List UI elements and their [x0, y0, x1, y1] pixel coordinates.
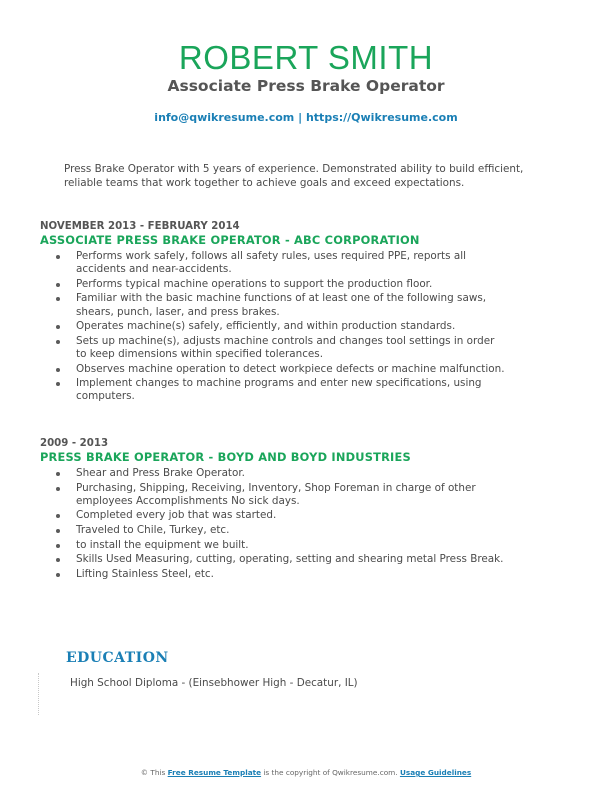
candidate-name: ROBERT SMITH — [178, 39, 434, 76]
bullet-item: Traveled to Chile, Turkey, etc. — [76, 524, 506, 537]
education-divider — [38, 673, 40, 715]
bullet-item: Lifting Stainless Steel, etc. — [76, 568, 506, 581]
bullet-item: Implement changes to machine programs and enter new specifications, using computers. — [76, 377, 506, 403]
bullet-item: Skills Used Measuring, cutting, operating, setting and shearing metal Press Break. — [76, 553, 506, 566]
contact-separator: | — [294, 111, 306, 124]
bullet-item: to install the equipment we built. — [76, 539, 506, 552]
email-link[interactable]: info@qwikresume.com — [154, 111, 295, 124]
experience-role: ASSOCIATE PRESS BRAKE OPERATOR - ABC CORPORATION — [40, 233, 420, 247]
bullet-item: Sets up machine(s), adjusts machine controls and changes tool settings in order to keep dimensions within specified tolerances. — [76, 335, 506, 361]
summary-text: Press Brake Operator with 5 years of experience. Demonstrated ability to build efficient, reliable teams that work together to achieve goals and exceed expectations. — [64, 163, 524, 189]
education-item: High School Diploma - (Einsebhower High - Decatur, IL) — [70, 677, 358, 689]
experience-bullets — [40, 250, 506, 404]
job-title: Associate Press Brake Operator — [167, 77, 445, 95]
experience-role: PRESS BRAKE OPERATOR - BOYD AND BOYD INDUSTRIES — [40, 450, 411, 464]
free-resume-template-link[interactable]: Free Resume Template — [167, 768, 262, 777]
website-link[interactable]: https://Qwikresume.com — [305, 111, 458, 124]
footer-middle: is the copyright of Qwikresume.com. — [261, 768, 400, 777]
usage-guidelines-link[interactable]: Usage Guidelines — [399, 768, 472, 777]
bullet-item: Shear and Press Brake Operator. — [76, 467, 506, 480]
experience-entry-2 — [40, 437, 550, 582]
bullet-item: Familiar with the basic machine functions of at least one of the following saws, shears, punch, laser, and press brakes. — [76, 292, 506, 318]
copyright-footer — [0, 768, 612, 777]
experience-dates: 2009 - 2013 — [40, 438, 109, 449]
experience-bullets — [40, 467, 506, 581]
bullet-item: Completed every job that was started. — [76, 509, 506, 522]
bullet-item: Performs typical machine operations to support the production floor. — [76, 278, 506, 291]
bullet-item: Observes machine operation to detect workpiece defects or machine malfunction. — [76, 362, 505, 375]
bullet-item: Purchasing, Shipping, Receiving, Inventory, Shop Foreman in charge of other employees Accomplishments No sick days. — [76, 482, 506, 508]
contact-line — [0, 110, 612, 126]
bullet-item: Operates machine(s) safely, efficiently, and within production standards. — [76, 320, 506, 333]
bullet-item: Performs work safely, follows all safety rules, uses required PPE, reports all accidents and near-accidents. — [76, 250, 506, 276]
education-heading: EDUCATION — [66, 650, 169, 666]
experience-dates: NOVEMBER 2013 - FEBRUARY 2014 — [40, 221, 240, 232]
experience-entry-1 — [40, 220, 550, 405]
footer-prefix: © This — [140, 768, 168, 777]
